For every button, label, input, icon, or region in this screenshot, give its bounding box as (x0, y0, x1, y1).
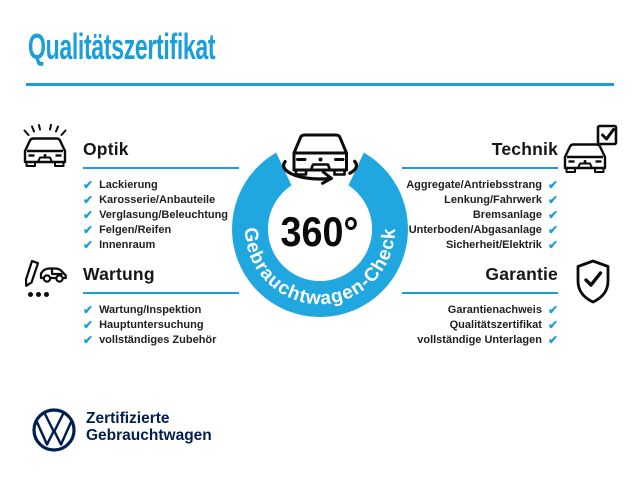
item-label: Lackierung (99, 178, 158, 191)
title-divider (26, 83, 614, 86)
checklist-item (402, 192, 558, 207)
item-label: Sicherheit/Elektrik (445, 238, 542, 251)
section-title-technik: Technik (402, 140, 558, 169)
vw-logo (31, 407, 77, 453)
checklist-technik (402, 177, 558, 252)
checklist-item (83, 332, 239, 347)
item-label: vollständiges Zubehör (99, 333, 217, 346)
section-optik (83, 140, 239, 252)
check-icon: ✔ (83, 302, 94, 317)
checklist-garantie (402, 302, 558, 347)
check-icon: ✔ (547, 192, 558, 207)
checklist-optik (83, 177, 239, 252)
car-headlights-icon (22, 124, 68, 174)
section-wartung (83, 265, 239, 347)
checklist-item (83, 192, 239, 207)
check-icon: ✔ (547, 317, 558, 332)
checklist-item (402, 177, 558, 192)
item-label: Bremsanlage (472, 208, 542, 221)
checklist-wartung (83, 302, 239, 347)
section-garantie (402, 265, 558, 347)
check-icon: ✔ (83, 317, 94, 332)
checklist-item (402, 222, 558, 237)
item-label: Lenkung/Fahrwerk (444, 193, 542, 206)
ring-label: Gebrauchtwagen-Check (239, 226, 401, 310)
section-title-wartung: Wartung (83, 265, 239, 294)
checklist-item (83, 237, 239, 252)
check-icon: ✔ (83, 237, 94, 252)
car-checkbox-icon (562, 124, 618, 174)
footer-brand-text (86, 411, 212, 444)
section-title-garantie: Garantie (402, 265, 558, 294)
item-label: Wartung/Inspektion (99, 303, 202, 316)
footer-line-1: Zertifizierte (86, 410, 170, 427)
checklist-item (402, 302, 558, 317)
footer-line-2: Gebrauchtwagen (86, 426, 212, 444)
check-icon: ✔ (547, 177, 558, 192)
section-technik (402, 140, 558, 252)
item-label: Qualitätszertifikat (449, 318, 542, 331)
check-icon: ✔ (547, 222, 558, 237)
checklist-item (83, 177, 239, 192)
item-label: Aggregate/Antriebsstrang (406, 178, 542, 191)
check-icon: ✔ (83, 332, 94, 347)
checklist-item (402, 237, 558, 252)
service-record-icon (20, 258, 72, 310)
check-icon: ✔ (547, 302, 558, 317)
checklist-item (83, 222, 239, 237)
item-label: Innenraum (99, 238, 156, 251)
shield-check-icon (572, 257, 614, 309)
check-icon: ✔ (547, 207, 558, 222)
item-label: Karosserie/Anbauteile (99, 193, 216, 206)
section-title-optik: Optik (83, 140, 239, 169)
checklist-item (402, 207, 558, 222)
check-icon: ✔ (83, 222, 94, 237)
page-title: Qualitätszertifikat (28, 26, 216, 67)
check-icon: ✔ (83, 207, 94, 222)
checklist-item (83, 317, 239, 332)
item-label: Hauptuntersuchung (99, 318, 204, 331)
checklist-item (83, 302, 239, 317)
check-icon: ✔ (547, 332, 558, 347)
check-icon: ✔ (547, 237, 558, 252)
item-label: Verglasung/Beleuchtung (99, 208, 229, 221)
checklist-item (402, 332, 558, 347)
360-value: 360° (280, 208, 359, 255)
item-label: Unterboden/Abgasanlage (408, 223, 542, 236)
check-icon: ✔ (83, 177, 94, 192)
item-label: Garantienachweis (447, 303, 542, 316)
check-icon: ✔ (83, 192, 94, 207)
checklist-item (402, 317, 558, 332)
360-check-badge (225, 106, 417, 320)
checklist-item (83, 207, 239, 222)
item-label: vollständige Unterlagen (417, 333, 542, 346)
item-label: Felgen/Reifen (99, 223, 172, 236)
